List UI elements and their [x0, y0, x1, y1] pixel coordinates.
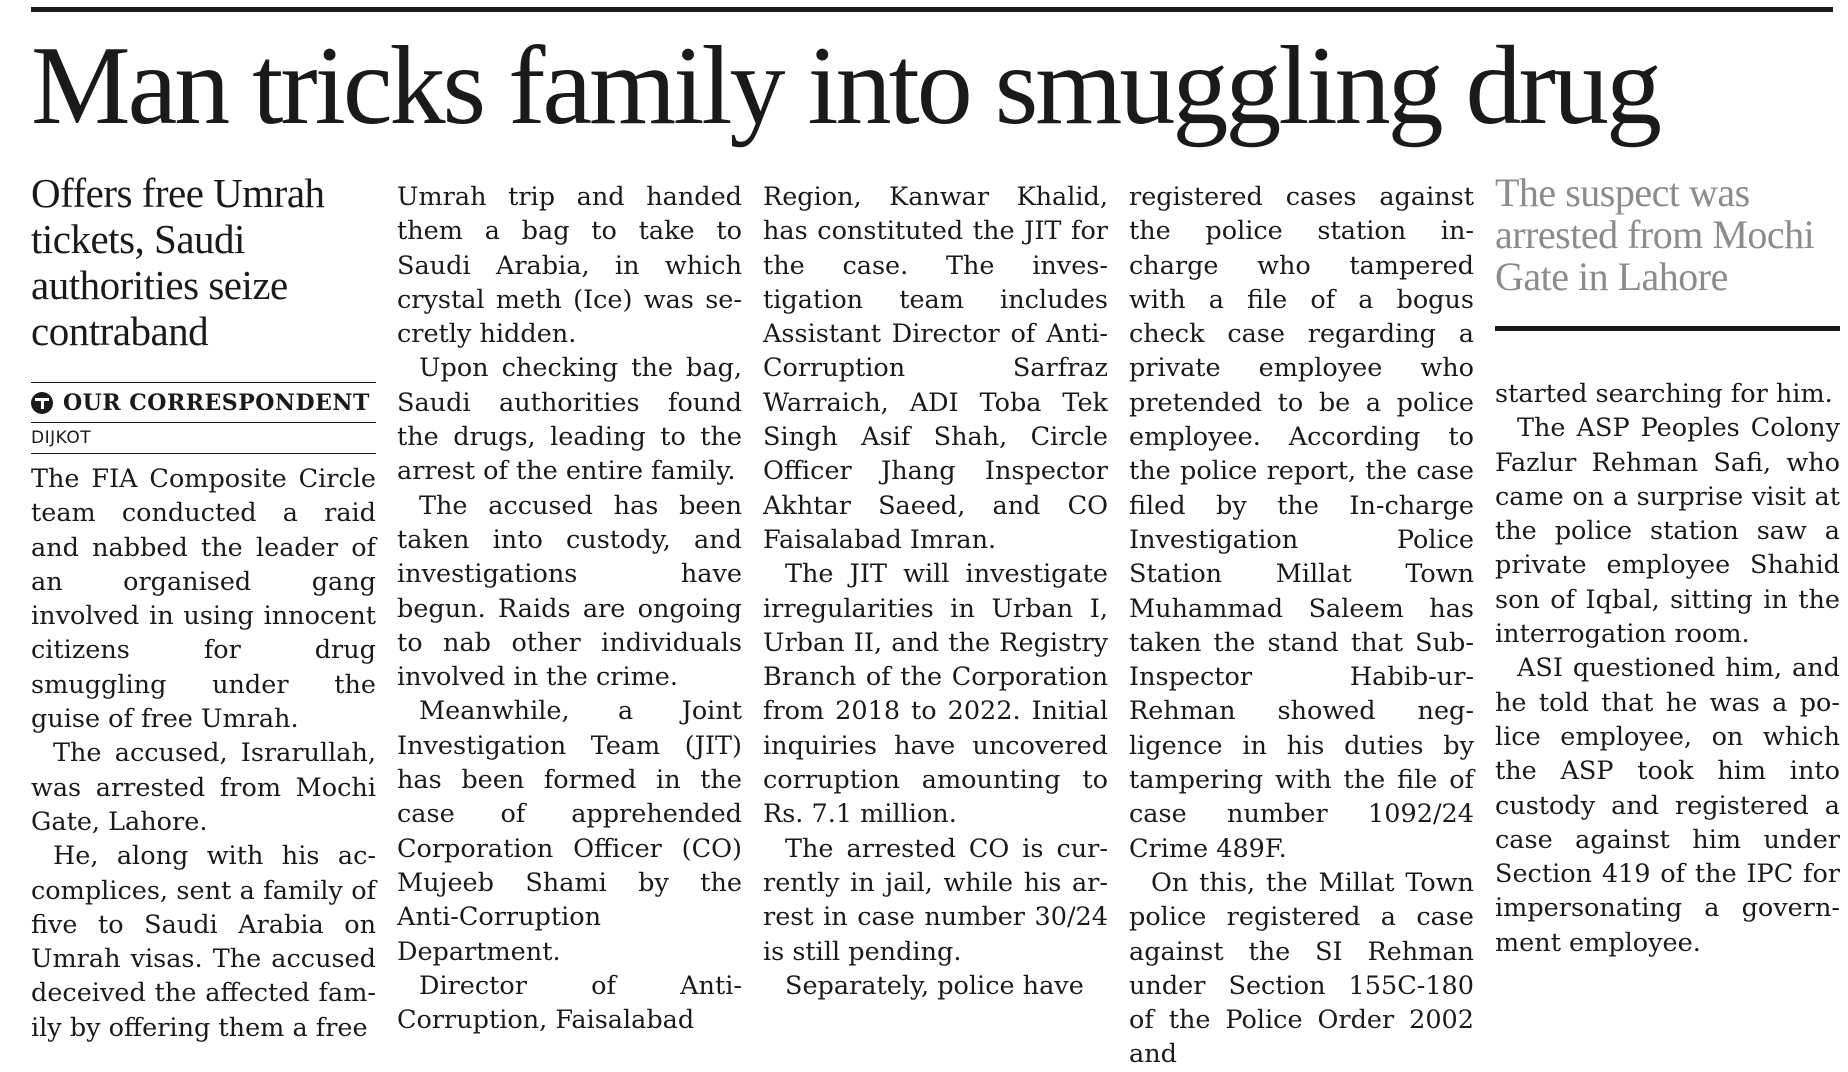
paragraph: The arrested CO is currently in jail, while his arrest in case number 30/24 is still pending. — [763, 833, 1108, 967]
paragraph: Umrah trip and handed them a bag to take to Saudi Arabia, in which crystal meth (Ice) was secretly hidden. — [397, 182, 742, 350]
paragraph: Region, Kanwar Khalid, has constituted the JIT for the case. The investigation team includes Assistant Director of Anti-Corruption Sarfraz Warraich, ADI Toba Tek Singh Asif Shah, Circle Officer Jhang Inspector Akhtar Saeed, and CO Faisalabad Imran. — [763, 182, 1108, 555]
paragraph: Separately, police have — [785, 970, 1084, 1001]
paragraph: Director of Anti-Corruption, Faisalabad — [397, 970, 742, 1036]
paragraph: The JIT will investigate irregularities in Urban I, Urban II, and the Registry Branch of the Corporation from 2018 to 2022. Initial inquiries have uncovered corruption amounting to Rs. 7.1 million. — [763, 559, 1108, 830]
column-5 — [1495, 170, 1840, 960]
pull-quote: The suspect was arrested from Mochi Gate in Lahore — [1495, 170, 1815, 299]
column-4 — [1129, 180, 1474, 1072]
paragraph: registered cases against the police station in-charge who tampered with a file of a bogus check case regarding a private employee who pretended to be a police employee. According to the police report, the case filed by the In-charge Investigation Police Station Millat Town Muhammad Saleem has taken the stand that Sub-Inspector Habib-ur-Rehman showed negligence in his duties by tampering with the file of case number 1092/24 Crime 489F. — [1129, 182, 1474, 864]
paragraph: The accused, Israrullah, was arrested from Mochi Gate, Lahore. — [31, 738, 376, 837]
deck: Offers free Umrah tickets, Saudi authorities seize contraband — [31, 170, 325, 354]
paragraph: On this, the Millat Town police registered a case against the SI Rehman under Section 155C-180 of the Police Order 2002 and — [1129, 867, 1474, 1070]
top-rule — [31, 7, 1833, 12]
column-2 — [397, 180, 742, 1037]
column-3 — [763, 180, 1108, 1003]
paragraph: started searching for him. — [1495, 379, 1833, 409]
column-1 — [31, 170, 376, 1045]
byline-text: OUR CORRESPONDENT — [63, 390, 370, 416]
paragraph: ASI questioned him, and he told that he was a police employee, on which the ASP took him into custody and registered a case against him under Section 419 of the IPC for impersonating a government employee. — [1495, 653, 1840, 958]
dateline: DIJKOT — [31, 428, 92, 448]
paragraph: The accused has been taken into custody, and investigations have begun. Raids are ongoing to nab other individuals involved in the crime. — [397, 490, 742, 693]
byline-block — [31, 382, 376, 454]
newspaper-logo-icon — [31, 392, 53, 414]
headline: Man tricks family into smuggling drug — [31, 24, 1659, 148]
pull-quote-rule — [1495, 326, 1840, 331]
paragraph: Meanwhile, a Joint Investigation Team (JIT) has been formed in the case of apprehended Corporation Officer (CO) Mujeeb Shami by the Anti-Corruption Department. — [397, 696, 742, 967]
byline — [31, 387, 376, 423]
paragraph: The FIA Composite Circle team conducted a raid and nabbed the leader of an organised gang involved in using innocent citizens for drug smuggling under the guise of free Umrah. — [31, 464, 376, 735]
paragraph: The ASP Peoples Colony Fazlur Rehman Safi, who came on a surprise visit at the police station saw a private employee Shahid son of Iqbal, sitting in the interrogation room. — [1495, 413, 1840, 650]
paragraph: He, along with his accomplices, sent a family of five to Saudi Arabia on Umrah visas. The accused deceived the affected family by offering them a free — [31, 841, 376, 1043]
paragraph: Upon checking the bag, Saudi authorities found the drugs, leading to the arrest of the entire family. — [397, 353, 742, 487]
